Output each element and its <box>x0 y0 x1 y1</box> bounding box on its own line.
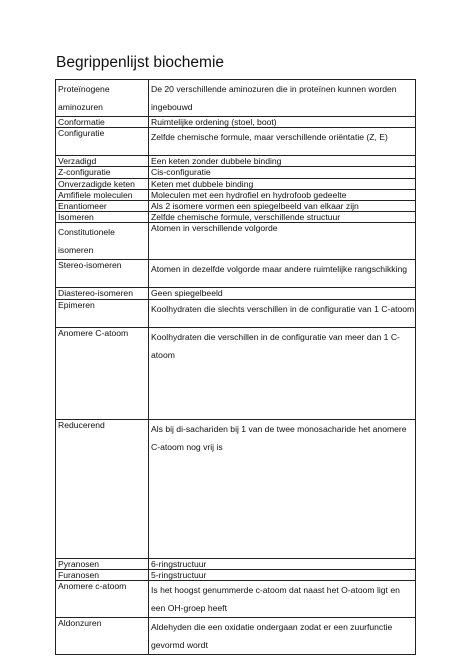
term-cell: Proteïnogene aminozuren <box>56 80 149 117</box>
table-row <box>56 581 416 618</box>
definition-cell: Moleculen met een hydrofiel en hydrofoob gedeelte <box>149 189 416 200</box>
definition-cell: Zelfde chemische formule, maar verschillende oriëntatie (Z, E) <box>149 128 416 156</box>
table-row <box>56 288 416 299</box>
table-row <box>56 117 416 128</box>
term-cell: Onverzadigde keten <box>56 178 149 189</box>
table-row <box>56 212 416 223</box>
definition-cell: Cis-configuratie <box>149 167 416 178</box>
term-cell: Constitutionele isomeren <box>56 223 149 260</box>
term-cell: Reducerend <box>56 419 149 558</box>
table-row <box>56 223 416 260</box>
definition-cell: Ruimtelijke ordening (stoel, boot) <box>149 117 416 128</box>
term-cell: Anomere c-atoom <box>56 581 149 618</box>
definition-cell: Geen spiegelbeeld <box>149 288 416 299</box>
table-row <box>56 419 416 558</box>
term-cell: Diastereo-isomeren <box>56 288 149 299</box>
table-row <box>56 327 416 419</box>
table-row <box>56 260 416 288</box>
definition-cell: 6-ringstructuur <box>149 558 416 569</box>
table-row <box>56 201 416 212</box>
term-cell: Epimeren <box>56 299 149 327</box>
table-row <box>56 178 416 189</box>
term-cell: Isomeren <box>56 212 149 223</box>
term-cell: Anomere C-atoom <box>56 327 149 419</box>
term-cell: Aldonzuren <box>56 618 149 655</box>
table-row <box>56 558 416 569</box>
definition-cell: 5-ringstructuur <box>149 569 416 580</box>
table-row <box>56 618 416 655</box>
table-row <box>56 128 416 156</box>
glossary-table <box>55 79 416 655</box>
definition-cell: Zelfde chemische formule, verschillende structuur <box>149 212 416 223</box>
definition-cell: Keten met dubbele binding <box>149 178 416 189</box>
term-cell: Enantiomeer <box>56 201 149 212</box>
definition-cell: Aldehyden die een oxidatie ondergaan zodat er een zuurfunctie gevormd wordt <box>149 618 416 655</box>
definition-cell: Is het hoogst genummerde c-atoom dat naast het O-atoom ligt en een OH-groep heeft <box>149 581 416 618</box>
table-row <box>56 167 416 178</box>
table-row <box>56 569 416 580</box>
table-row <box>56 156 416 167</box>
table-row <box>56 189 416 200</box>
term-cell: Amfifiele moleculen <box>56 189 149 200</box>
definition-cell: Atomen in dezelfde volgorde maar andere ruimtelijke rangschikking <box>149 260 416 288</box>
table-row <box>56 80 416 117</box>
definition-cell: Koolhydraten die verschillen in de configuratie van meer dan 1 C-atoom <box>149 327 416 419</box>
term-cell: Furanosen <box>56 569 149 580</box>
definition-cell: Als bij di-sachariden bij 1 van de twee monosacharide het anomere C-atoom nog vrij is <box>149 419 416 558</box>
term-cell: Conformatie <box>56 117 149 128</box>
definition-cell: Atomen in verschillende volgorde <box>149 223 416 260</box>
definition-cell: Koolhydraten die slechts verschillen in de configuratie van 1 C-atoom <box>149 299 416 327</box>
definition-cell: Als 2 isomere vormen een spiegelbeeld van elkaar zijn <box>149 201 416 212</box>
definition-cell: De 20 verschillende aminozuren die in proteïnen kunnen worden ingebouwd <box>149 80 416 117</box>
table-row <box>56 299 416 327</box>
page-title: Begrippenlijst biochemie <box>56 54 225 71</box>
term-cell: Verzadigd <box>56 156 149 167</box>
term-cell: Stereo-isomeren <box>56 260 149 288</box>
definition-cell: Een keten zonder dubbele binding <box>149 156 416 167</box>
term-cell: Pyranosen <box>56 558 149 569</box>
term-cell: Z-configuratie <box>56 167 149 178</box>
term-cell: Configuratie <box>56 128 149 156</box>
